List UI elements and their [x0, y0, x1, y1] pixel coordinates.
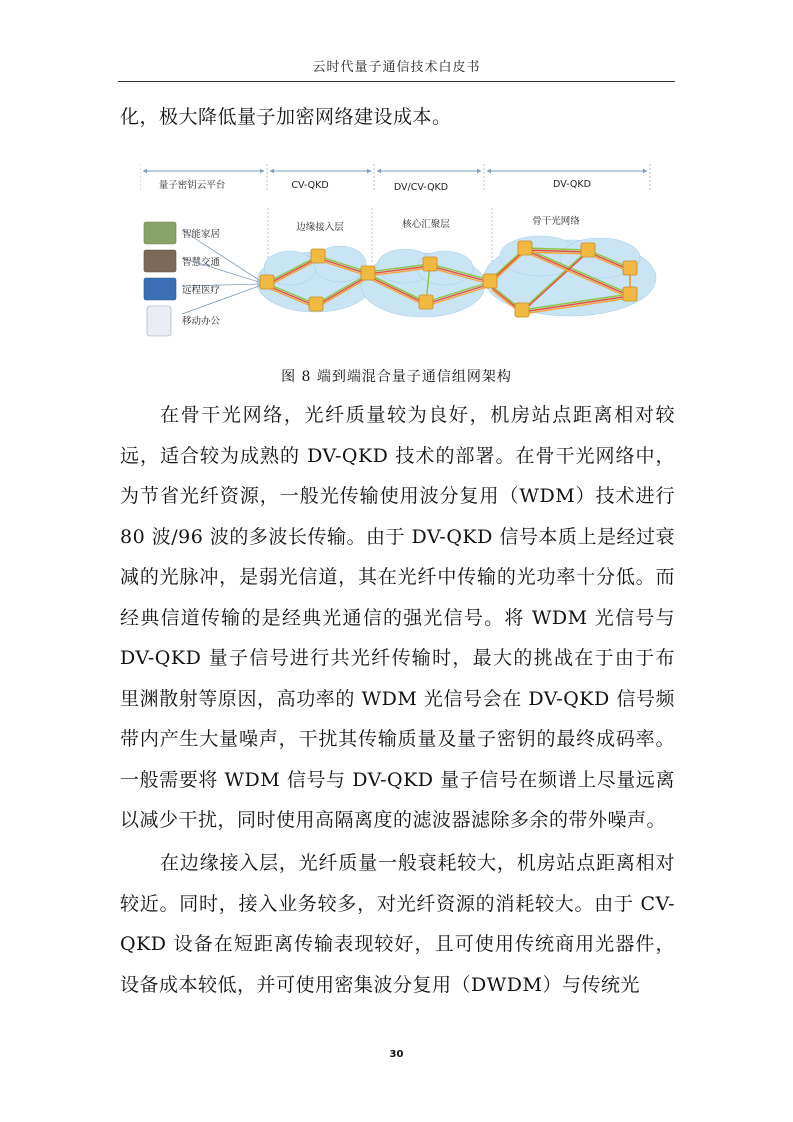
node-core-3 — [419, 295, 433, 309]
app-label-smart-traffic: 智慧交通 — [182, 257, 221, 268]
node-core-1 — [361, 266, 375, 280]
app-smart-traffic — [144, 250, 221, 272]
layer-label-edge: 边缘接入层 — [296, 222, 344, 233]
node-edge-1 — [311, 249, 325, 263]
network-architecture-figure — [140, 160, 658, 350]
app-remote-medical — [144, 278, 221, 300]
node-backbone-1 — [518, 241, 532, 255]
segment-label-cv-qkd: CV-QKD — [291, 180, 329, 191]
app-label-smart-home: 智能家居 — [182, 229, 221, 240]
paragraph-backbone: 在骨干光网络，光纤质量较为良好，机房站点距离相对较远，适合较为成熟的 DV-QKD 技术的部署。在骨干光网络中，为节省光纤资源，一般光传输使用波分复用（WDM）技术进行 80 波/96 波的多波长传输。由于 DV-QKD 信号本质上是经过衰减的光脉冲，是弱光信道，其在光纤中传输的光功率十分低。而经典信道传输的是经典光通信的强光信号。将 WDM 光信号与 DV-QKD 量子信号进行共光纤传输时，最大的挑战在于由于布里渊散射等原因，高功率的 WDM 光信号会在 DV-QKD 信号频带内产生大量噪声，干扰其传输质量及量子密钥的最终成码率。一般需要将 WDM 信号与 DV-QKD 量子信号在频谱上尽量远离以减少干扰，同时使用高隔离度的滤波器滤除多余的带外噪声。 — [120, 404, 675, 831]
paragraph-edge-access: 在边缘接入层，光纤质量一般衰耗较大，机房站点距离相对较近。同时，接入业务较多，对光纤资源的消耗较大。由于 CV-QKD 设备在短距离传输表现较好，且可使用传统商用光器件，设备成本较低，并可使用密集波分复用（DWDM）与传统光 — [120, 852, 675, 996]
node-edge-2 — [309, 297, 323, 311]
node-edge-access — [260, 275, 274, 289]
smart-home-icon — [144, 222, 176, 244]
node-backbone-2 — [581, 243, 595, 257]
page-number: 30 — [389, 1049, 404, 1060]
paragraph-continuation: 化，极大降低量子加密网络建设成本。 — [120, 106, 452, 128]
app-label-mobile-office: 移动办公 — [182, 316, 221, 327]
node-backbone-3 — [623, 261, 637, 275]
smart-traffic-icon — [144, 250, 176, 272]
app-smart-home — [144, 222, 221, 244]
segment-label-dv-cv-qkd: DV/CV-QKD — [393, 182, 449, 193]
segment-label-cloud-platform: 量子密钥云平台 — [158, 180, 226, 191]
node-backbone-5 — [515, 303, 529, 317]
app-mobile-office — [147, 306, 221, 336]
node-core-4 — [483, 274, 497, 288]
figure-caption: 图 8 端到端混合量子通信组网架构 — [281, 369, 512, 385]
node-backbone-4 — [623, 287, 637, 301]
app-label-remote-medical: 远程医疗 — [182, 285, 221, 296]
network-diagram — [140, 160, 658, 350]
segment-label-dv-qkd: DV-QKD — [553, 179, 591, 190]
layer-label-backbone: 骨干光网络 — [532, 216, 580, 227]
mobile-office-icon — [147, 306, 171, 336]
header-title: 云时代量子通信技术白皮书 — [312, 60, 481, 75]
layer-label-core: 核心汇聚层 — [402, 219, 450, 230]
application-list — [144, 222, 221, 336]
remote-medical-icon — [144, 278, 176, 300]
access-links — [182, 230, 262, 314]
header-divider — [118, 81, 675, 82]
node-core-2 — [423, 257, 437, 271]
